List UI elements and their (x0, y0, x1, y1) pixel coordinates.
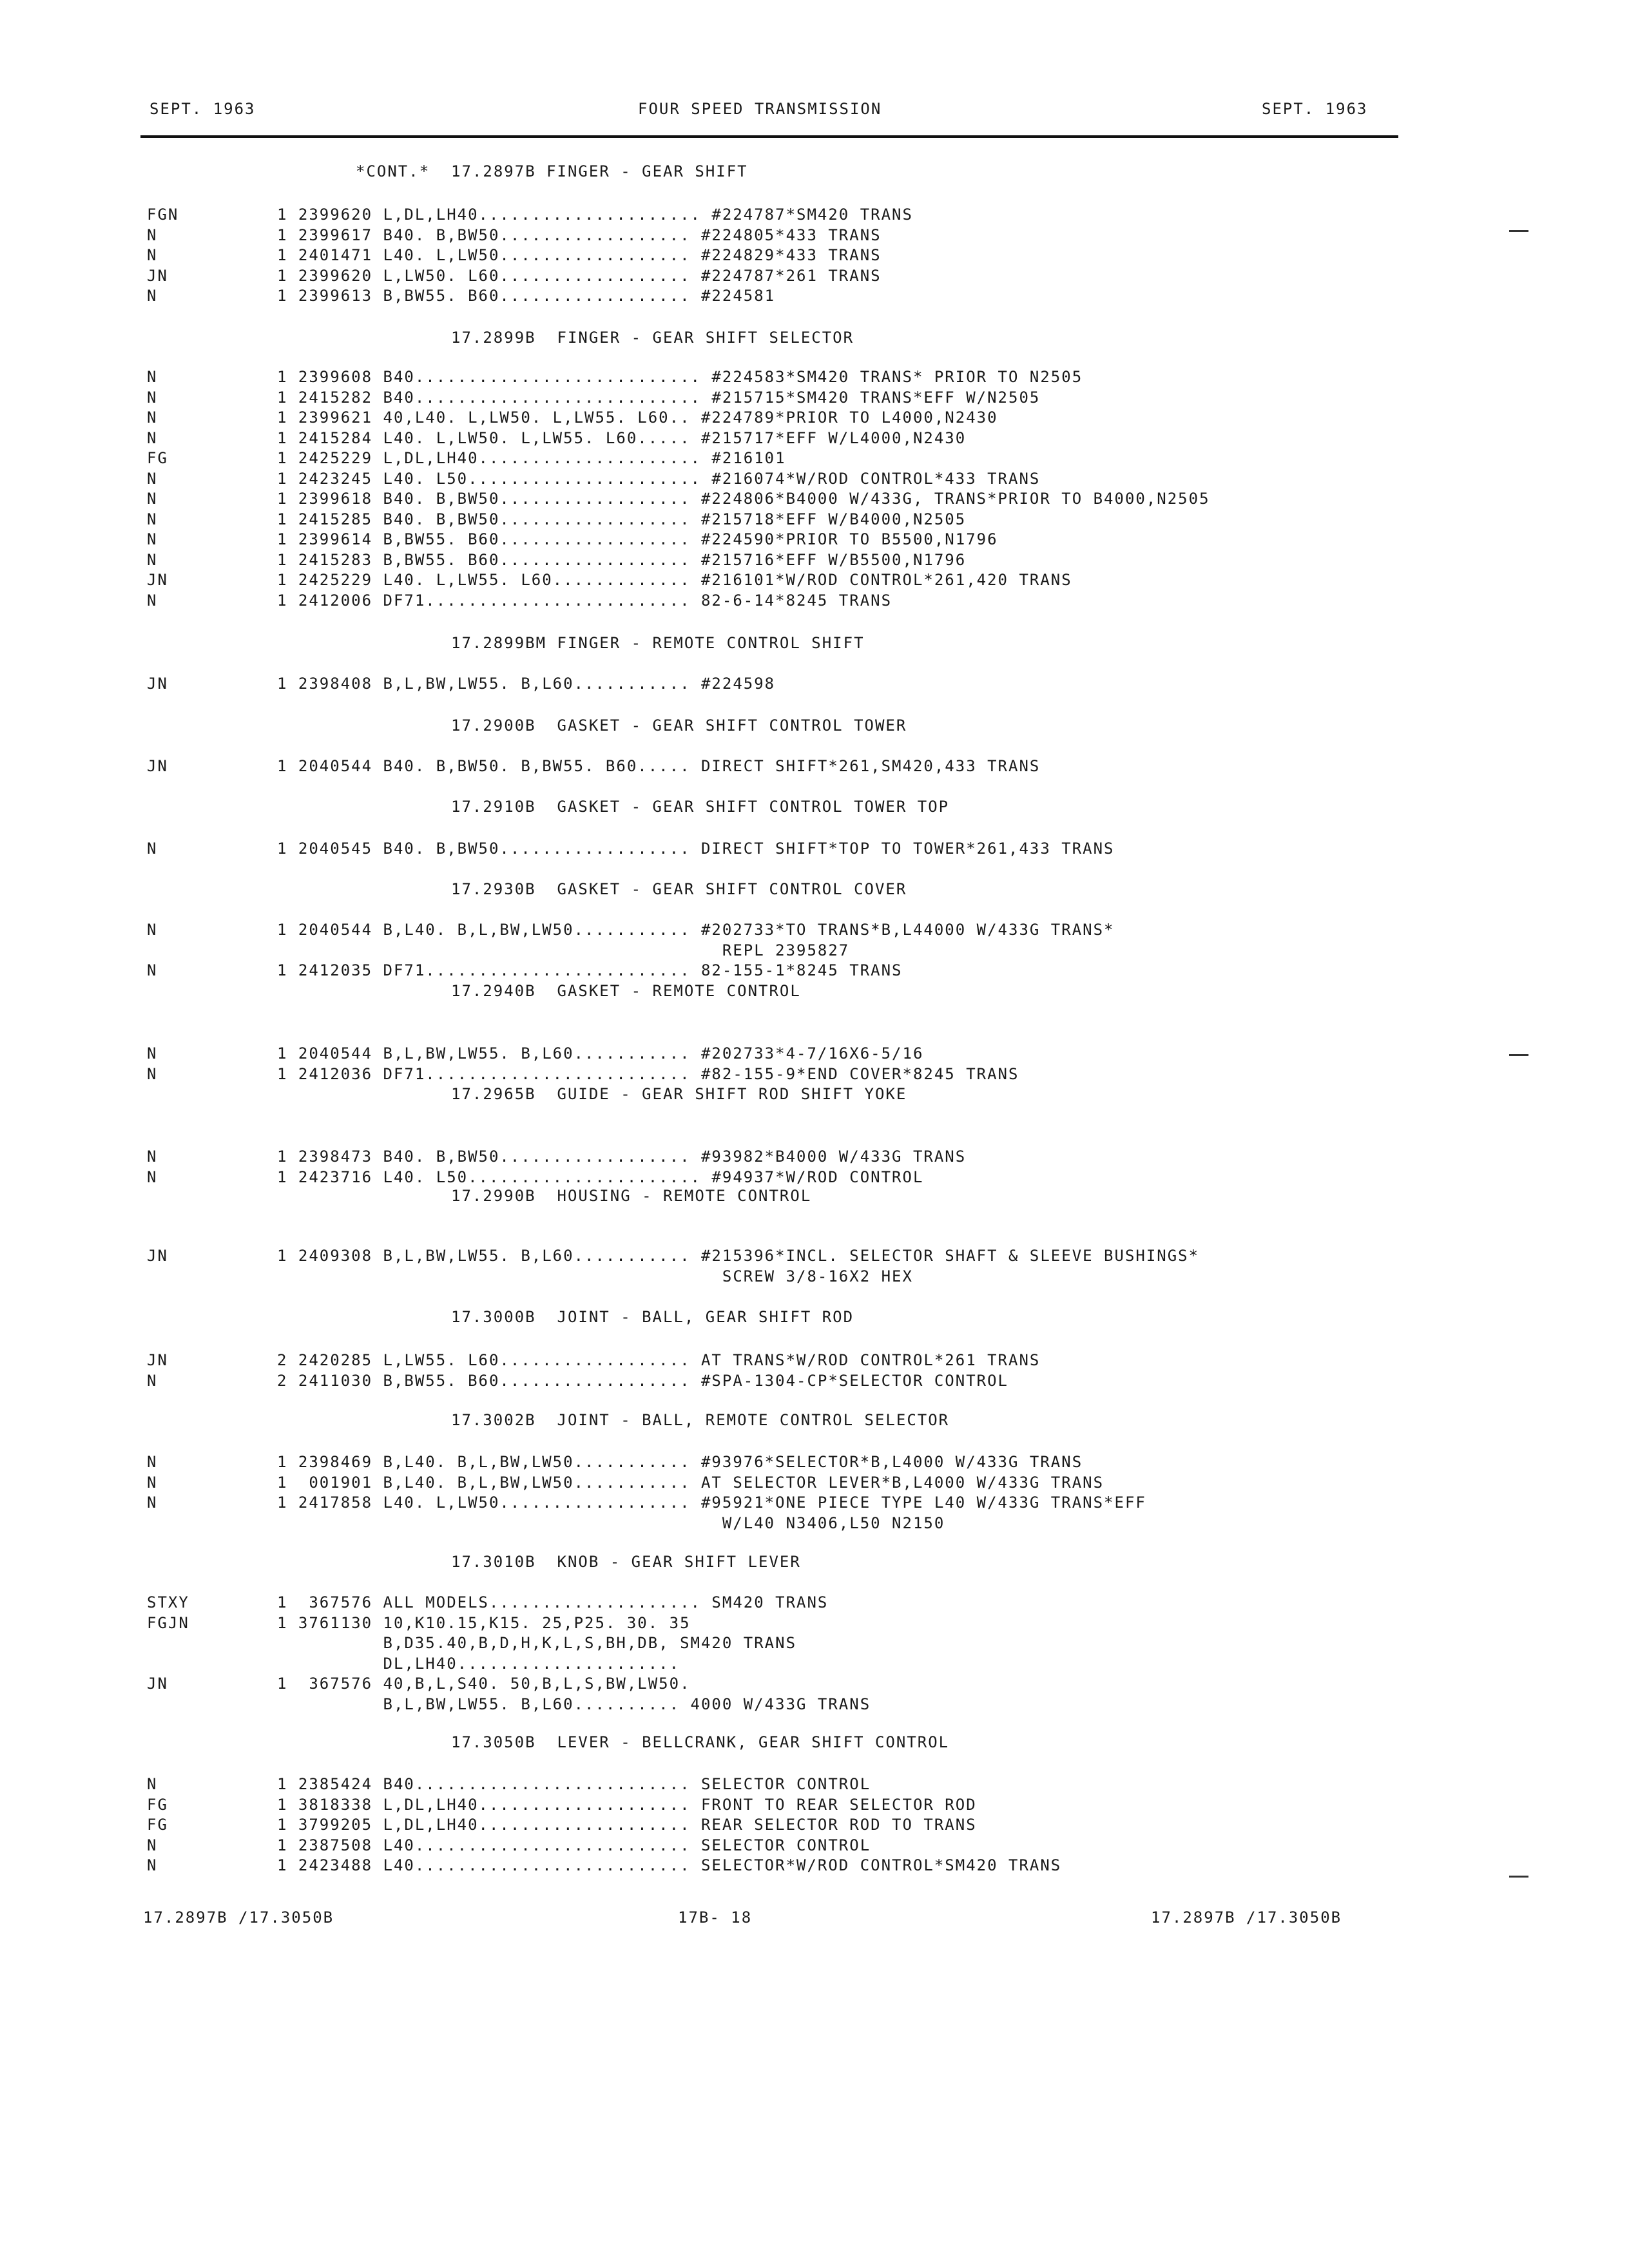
part-entry: 1 2409308 B,L,BW,LW55. B,L60........... #215396*INCL. SELECTOR SHAFT & SLEEVE BUSHINGS* (277, 1247, 1200, 1265)
part-entry: 1 2399608 B40........................... #224583*SM420 TRANS* PRIOR TO N2505 (277, 368, 1083, 386)
margin-mark (1509, 230, 1528, 232)
part-entry: 1 2398469 B,L40. B,L,BW,LW50........... #93976*SELECTOR*B,L4000 W/433G TRANS (277, 1453, 1083, 1471)
model-code: FG (147, 1816, 168, 1834)
part-entry: 1 2398473 B40. B,BW50.................. #93982*B4000 W/433G TRANS (277, 1148, 967, 1166)
part-entry: 1 2399621 40,L40. L,LW50. L,LW55. L60.. #224789*PRIOR TO L4000,N2430 (277, 408, 998, 427)
part-entry: 1 3761130 10,K10.15,K15. 25,P25. 30. 35 (277, 1613, 691, 1632)
section-heading: 17.2910B GASKET - GEAR SHIFT CONTROL TOWER TOP (451, 798, 950, 816)
model-code: N (147, 226, 158, 244)
model-code: N (147, 921, 158, 939)
model-code: N (147, 1494, 158, 1512)
model-code: JN (147, 1247, 168, 1265)
section-heading: *CONT.* 17.2897B FINGER - GEAR SHIFT (356, 162, 748, 180)
header-left-date: SEPT. 1963 (149, 100, 256, 118)
model-code: N (147, 1148, 158, 1166)
part-entry: 1 2425229 L,DL,LH40..................... #216101 (277, 449, 786, 467)
model-code: JN (147, 571, 168, 589)
section-heading: 17.3050B LEVER - BELLCRANK, GEAR SHIFT CONTROL (451, 1733, 950, 1751)
model-code: N (147, 287, 158, 305)
model-code: FGJN (147, 1613, 189, 1632)
model-code: N (147, 246, 158, 264)
part-entry: 1 2387508 L40.......................... SELECTOR CONTROL (277, 1836, 871, 1854)
footer-right-range: 17.2897B /17.3050B (1151, 1908, 1342, 1927)
part-entry: 1 2399618 B40. B,BW50.................. #224806*B4000 W/433G, TRANS*PRIOR TO B4000,N2505 (277, 490, 1210, 508)
part-entry: 2 2411030 B,BW55. B60.................. #SPA-1304-CP*SELECTOR CONTROL (277, 1371, 1008, 1390)
part-entry: 1 2040544 B40. B,BW50. B,BW55. B60..... DIRECT SHIFT*261,SM420,433 TRANS (277, 757, 1041, 775)
part-entry: 1 2425229 L40. L,LW55. L60............. #216101*W/ROD CONTROL*261,420 TRANS (277, 571, 1072, 589)
header-title: FOUR SPEED TRANSMISSION (638, 100, 882, 118)
model-code: N (147, 1473, 158, 1492)
model-code: FGN (147, 206, 179, 224)
footer-left-range: 17.2897B /17.3050B (143, 1908, 334, 1927)
model-code: N (147, 1168, 158, 1186)
part-entry: 1 2040544 B,L40. B,L,BW,LW50........... #202733*TO TRANS*B,L44000 W/433G TRANS* (277, 921, 1115, 939)
model-code: FG (147, 1795, 168, 1814)
part-entry: 1 3818338 L,DL,LH40.................... FRONT TO REAR SELECTOR ROD (277, 1795, 977, 1814)
part-entry: 1 2423245 L40. L50...................... #216074*W/ROD CONTROL*433 TRANS (277, 469, 1041, 488)
margin-mark (1509, 1876, 1528, 1878)
section-heading: 17.2899B FINGER - GEAR SHIFT SELECTOR (451, 329, 854, 347)
section-heading: 17.2990B HOUSING - REMOTE CONTROL (451, 1187, 812, 1205)
model-code: N (147, 550, 158, 569)
part-entry: W/L40 N3406,L50 N2150 (277, 1514, 945, 1532)
part-entry: 1 2399620 L,LW50. L60.................. #224787*261 TRANS (277, 266, 882, 285)
section-heading: 17.2899BM FINGER - REMOTE CONTROL SHIFT (451, 634, 865, 652)
model-code: N (147, 388, 158, 407)
part-entry: 1 2040544 B,L,BW,LW55. B,L60........... #202733*4-7/16X6-5/16 (277, 1044, 924, 1062)
part-entry: 1 2423716 L40. L50...................... #94937*W/ROD CONTROL (277, 1168, 924, 1186)
part-entry: 1 2399614 B,BW55. B60.................. #224590*PRIOR TO B5500,N1796 (277, 530, 998, 548)
part-entry: 1 2415282 B40........................... #215715*SM420 TRANS*EFF W/N2505 (277, 388, 1041, 407)
section-heading: 17.2940B GASKET - REMOTE CONTROL (451, 982, 801, 1000)
model-code: N (147, 1044, 158, 1062)
part-entry: 1 2399620 L,DL,LH40..................... #224787*SM420 TRANS (277, 206, 913, 224)
part-entry: 1 2399617 B40. B,BW50.................. #224805*433 TRANS (277, 226, 882, 244)
part-entry: REPL 2395827 (277, 941, 850, 959)
margin-mark (1509, 1054, 1528, 1056)
model-code: N (147, 1371, 158, 1390)
part-entry: 1 2415283 B,BW55. B60.................. #215716*EFF W/B5500,N1796 (277, 550, 967, 569)
part-entry: B,D35.40,B,D,H,K,L,S,BH,DB, SM420 TRANS (277, 1634, 797, 1652)
model-code: N (147, 490, 158, 508)
part-entry: 1 2412006 DF71......................... 82-6-14*8245 TRANS (277, 591, 892, 610)
section-heading: 17.2965B GUIDE - GEAR SHIFT ROD SHIFT YOKE (451, 1085, 907, 1103)
part-entry: 1 2417858 L40. L,LW50.................. #95921*ONE PIECE TYPE L40 W/433G TRANS*EFF (277, 1494, 1146, 1512)
part-entry: 1 2399613 B,BW55. B60.................. #224581 (277, 287, 776, 305)
part-entry: 1 3799205 L,DL,LH40.................... REAR SELECTOR ROD TO TRANS (277, 1816, 977, 1834)
part-entry: 1 2040545 B40. B,BW50.................. DIRECT SHIFT*TOP TO TOWER*261,433 TRANS (277, 840, 1115, 858)
model-code: N (147, 840, 158, 858)
part-entry: 1 367576 ALL MODELS.................... SM420 TRANS (277, 1593, 829, 1611)
model-code: N (147, 591, 158, 610)
model-code: N (147, 1775, 158, 1793)
part-entry: DL,LH40..................... (277, 1654, 680, 1673)
section-heading: 17.2900B GASKET - GEAR SHIFT CONTROL TOWER (451, 716, 907, 735)
model-code: N (147, 1453, 158, 1471)
model-code: N (147, 961, 158, 979)
part-entry: 1 001901 B,L40. B,L,BW,LW50........... AT SELECTOR LEVER*B,L4000 W/433G TRANS (277, 1473, 1104, 1492)
part-entry: 1 367576 40,B,L,S40. 50,B,L,S,BW,LW50. (277, 1675, 691, 1693)
model-code: JN (147, 266, 168, 285)
footer-page-number: 17B- 18 (678, 1908, 753, 1927)
model-code: JN (147, 757, 168, 775)
part-entry: 1 2412036 DF71......................... #82-155-9*END COVER*8245 TRANS (277, 1064, 1019, 1083)
part-entry: 1 2401471 L40. L,LW50.................. #224829*433 TRANS (277, 246, 882, 264)
part-entry: 1 2385424 B40.......................... SELECTOR CONTROL (277, 1775, 871, 1793)
part-entry: 2 2420285 L,LW55. L60.................. AT TRANS*W/ROD CONTROL*261 TRANS (277, 1351, 1041, 1369)
model-code: FG (147, 449, 168, 467)
model-code: N (147, 1064, 158, 1083)
part-entry: B,L,BW,LW55. B,L60.......... 4000 W/433G TRANS (277, 1695, 871, 1713)
part-entry: 1 2423488 L40.......................... SELECTOR*W/ROD CONTROL*SM420 TRANS (277, 1856, 1062, 1874)
header-rule (140, 135, 1398, 138)
model-code: JN (147, 1675, 168, 1693)
part-entry: 1 2415284 L40. L,LW50. L,LW55. L60..... #215717*EFF W/L4000,N2430 (277, 428, 967, 447)
section-heading: 17.3002B JOINT - BALL, REMOTE CONTROL SELECTOR (451, 1411, 950, 1429)
model-code: N (147, 1856, 158, 1874)
model-code: N (147, 408, 158, 427)
model-code: JN (147, 675, 168, 693)
model-code: N (147, 530, 158, 548)
model-code: N (147, 1836, 158, 1854)
section-heading: 17.2930B GASKET - GEAR SHIFT CONTROL COVER (451, 880, 907, 898)
part-entry: SCREW 3/8-16X2 HEX (277, 1267, 913, 1285)
model-code: N (147, 510, 158, 528)
section-heading: 17.3010B KNOB - GEAR SHIFT LEVER (451, 1553, 801, 1571)
part-entry: 1 2415285 B40. B,BW50.................. #215718*EFF W/B4000,N2505 (277, 510, 967, 528)
model-code: STXY (147, 1593, 189, 1611)
model-code: N (147, 368, 158, 386)
part-entry: 1 2398408 B,L,BW,LW55. B,L60........... #224598 (277, 675, 776, 693)
model-code: N (147, 469, 158, 488)
part-entry: 1 2412035 DF71......................... 82-155-1*8245 TRANS (277, 961, 903, 979)
section-heading: 17.3000B JOINT - BALL, GEAR SHIFT ROD (451, 1308, 854, 1326)
model-code: N (147, 428, 158, 447)
model-code: JN (147, 1351, 168, 1369)
header-right-date: SEPT. 1963 (1262, 100, 1368, 118)
